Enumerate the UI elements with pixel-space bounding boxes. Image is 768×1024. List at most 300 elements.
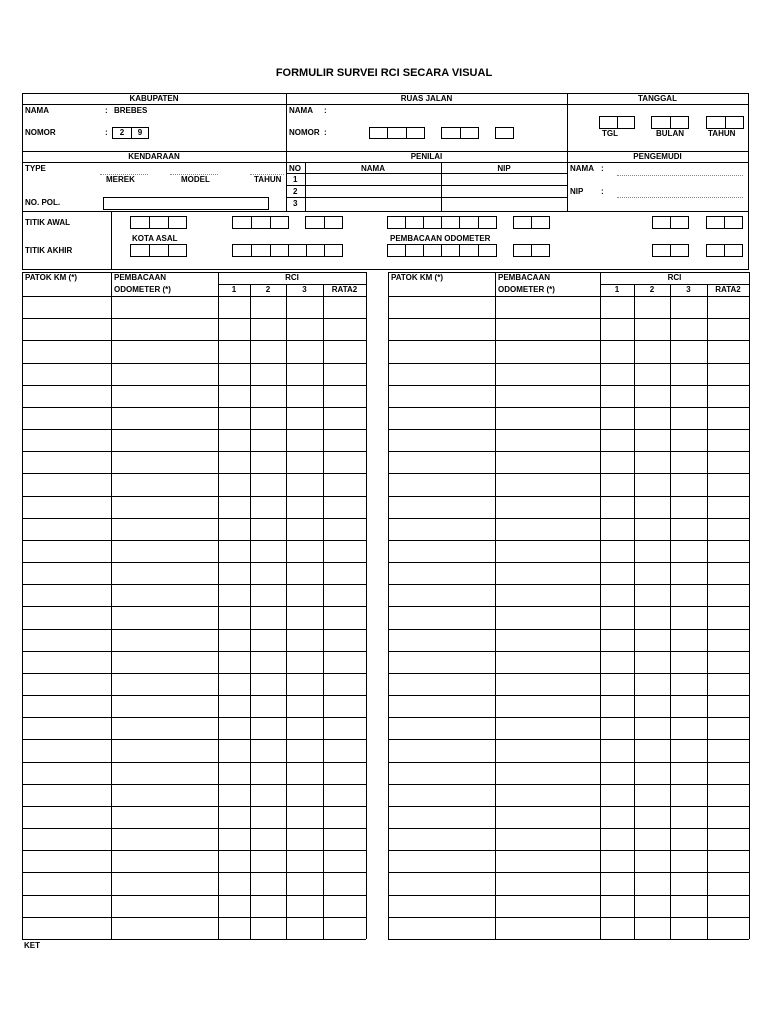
table-right-cell[interactable]: [601, 297, 634, 318]
table-right-cell[interactable]: [671, 674, 707, 695]
table-left-cell[interactable]: [287, 474, 323, 495]
table-left-cell[interactable]: [219, 297, 250, 318]
table-left-cell[interactable]: [23, 696, 111, 717]
table-right-cell[interactable]: [671, 652, 707, 673]
table-right-cell[interactable]: [601, 519, 634, 540]
table-left-cell[interactable]: [219, 873, 250, 894]
table-left-cell[interactable]: [287, 408, 323, 429]
table-left-cell[interactable]: [23, 408, 111, 429]
table-right-cell[interactable]: [601, 807, 634, 828]
table-left-cell[interactable]: [219, 519, 250, 540]
table-right-cell[interactable]: [708, 452, 749, 473]
table-right-cell[interactable]: [601, 386, 634, 407]
table-left-cell[interactable]: [287, 319, 323, 340]
table-left-cell[interactable]: [112, 630, 218, 651]
table-right-cell[interactable]: [671, 563, 707, 584]
table-left-cell[interactable]: [287, 497, 323, 518]
table-right-cell[interactable]: [708, 386, 749, 407]
table-left-cell[interactable]: [219, 674, 250, 695]
table-right-cell[interactable]: [389, 896, 495, 917]
table-right-cell[interactable]: [635, 341, 670, 362]
table-left-cell[interactable]: [287, 696, 323, 717]
table-right-cell[interactable]: [389, 386, 495, 407]
table-right-cell[interactable]: [389, 785, 495, 806]
table-right-cell[interactable]: [601, 718, 634, 739]
table-right-cell[interactable]: [635, 297, 670, 318]
table-right-cell[interactable]: [635, 563, 670, 584]
table-right-cell[interactable]: [389, 763, 495, 784]
table-left-cell[interactable]: [324, 364, 366, 385]
table-left-cell[interactable]: [287, 452, 323, 473]
table-left-cell[interactable]: [112, 474, 218, 495]
table-right-cell[interactable]: [601, 896, 634, 917]
table-left-cell[interactable]: [324, 873, 366, 894]
table-right-cell[interactable]: [389, 674, 495, 695]
table-right-cell[interactable]: [601, 740, 634, 761]
table-right-cell[interactable]: [671, 851, 707, 872]
table-left-cell[interactable]: [23, 652, 111, 673]
table-right-cell[interactable]: [496, 696, 600, 717]
table-right-cell[interactable]: [601, 674, 634, 695]
table-right-cell[interactable]: [496, 718, 600, 739]
table-left-cell[interactable]: [219, 740, 250, 761]
table-right-cell[interactable]: [496, 851, 600, 872]
table-left-cell[interactable]: [251, 341, 286, 362]
table-right-cell[interactable]: [671, 341, 707, 362]
table-left-cell[interactable]: [287, 430, 323, 451]
table-left-cell[interactable]: [23, 785, 111, 806]
table-right-cell[interactable]: [635, 585, 670, 606]
table-left-cell[interactable]: [23, 851, 111, 872]
table-left-cell[interactable]: [324, 408, 366, 429]
table-right-cell[interactable]: [671, 896, 707, 917]
table-left-cell[interactable]: [324, 474, 366, 495]
pengemudi-nip-line[interactable]: [617, 197, 743, 198]
ruas-nomor-box-1[interactable]: [369, 127, 425, 139]
table-left-cell[interactable]: [219, 341, 250, 362]
table-left-cell[interactable]: [112, 519, 218, 540]
table-right-cell[interactable]: [389, 873, 495, 894]
table-left-cell[interactable]: [287, 652, 323, 673]
table-left-cell[interactable]: [112, 718, 218, 739]
table-right-cell[interactable]: [708, 674, 749, 695]
table-right-cell[interactable]: [635, 319, 670, 340]
table-left-cell[interactable]: [324, 541, 366, 562]
table-right-cell[interactable]: [671, 740, 707, 761]
table-right-cell[interactable]: [635, 497, 670, 518]
table-left-cell[interactable]: [23, 452, 111, 473]
table-right-cell[interactable]: [389, 918, 495, 939]
table-right-cell[interactable]: [601, 408, 634, 429]
titik-akhir-odometer-box[interactable]: [387, 244, 497, 257]
table-right-cell[interactable]: [496, 497, 600, 518]
table-right-cell[interactable]: [635, 807, 670, 828]
table-left-cell[interactable]: [112, 851, 218, 872]
table-left-cell[interactable]: [251, 585, 286, 606]
table-right-cell[interactable]: [601, 607, 634, 628]
table-right-cell[interactable]: [389, 497, 495, 518]
table-left-cell[interactable]: [324, 763, 366, 784]
table-left-cell[interactable]: [219, 652, 250, 673]
table-right-cell[interactable]: [496, 386, 600, 407]
table-right-cell[interactable]: [671, 541, 707, 562]
table-left-cell[interactable]: [324, 386, 366, 407]
table-left-cell[interactable]: [287, 297, 323, 318]
table-left-cell[interactable]: [112, 563, 218, 584]
table-left-cell[interactable]: [23, 585, 111, 606]
table-left-cell[interactable]: [23, 497, 111, 518]
table-right-cell[interactable]: [708, 763, 749, 784]
table-right-cell[interactable]: [708, 474, 749, 495]
table-left-cell[interactable]: [324, 718, 366, 739]
table-right-cell[interactable]: [389, 364, 495, 385]
table-left-cell[interactable]: [219, 585, 250, 606]
table-right-cell[interactable]: [389, 519, 495, 540]
table-left-cell[interactable]: [112, 873, 218, 894]
table-left-cell[interactable]: [23, 386, 111, 407]
table-right-cell[interactable]: [496, 563, 600, 584]
table-left-cell[interactable]: [23, 364, 111, 385]
table-left-cell[interactable]: [112, 585, 218, 606]
table-right-cell[interactable]: [496, 785, 600, 806]
table-left-cell[interactable]: [251, 364, 286, 385]
table-left-cell[interactable]: [324, 607, 366, 628]
table-left-cell[interactable]: [23, 674, 111, 695]
table-right-cell[interactable]: [671, 452, 707, 473]
table-right-cell[interactable]: [635, 918, 670, 939]
table-left-cell[interactable]: [23, 519, 111, 540]
table-right-cell[interactable]: [601, 474, 634, 495]
table-left-cell[interactable]: [23, 319, 111, 340]
table-left-cell[interactable]: [251, 851, 286, 872]
table-left-cell[interactable]: [251, 718, 286, 739]
table-right-cell[interactable]: [496, 585, 600, 606]
table-right-cell[interactable]: [635, 408, 670, 429]
table-right-cell[interactable]: [671, 364, 707, 385]
table-right-cell[interactable]: [671, 474, 707, 495]
table-right-cell[interactable]: [389, 408, 495, 429]
table-left-cell[interactable]: [324, 829, 366, 850]
table-right-cell[interactable]: [635, 474, 670, 495]
table-left-cell[interactable]: [287, 341, 323, 362]
table-left-cell[interactable]: [287, 918, 323, 939]
table-right-cell[interactable]: [496, 607, 600, 628]
table-left-cell[interactable]: [219, 430, 250, 451]
table-left-cell[interactable]: [23, 607, 111, 628]
table-right-cell[interactable]: [671, 585, 707, 606]
table-left-cell[interactable]: [112, 740, 218, 761]
table-right-cell[interactable]: [601, 918, 634, 939]
table-left-cell[interactable]: [287, 585, 323, 606]
table-right-cell[interactable]: [708, 341, 749, 362]
table-left-cell[interactable]: [324, 585, 366, 606]
table-left-cell[interactable]: [287, 896, 323, 917]
table-left-cell[interactable]: [219, 696, 250, 717]
table-right-cell[interactable]: [496, 519, 600, 540]
table-left-cell[interactable]: [324, 497, 366, 518]
table-left-cell[interactable]: [287, 851, 323, 872]
table-right-cell[interactable]: [635, 452, 670, 473]
table-left-cell[interactable]: [251, 896, 286, 917]
table-right-cell[interactable]: [708, 563, 749, 584]
table-right-cell[interactable]: [601, 563, 634, 584]
table-right-cell[interactable]: [708, 430, 749, 451]
table-left-cell[interactable]: [112, 430, 218, 451]
table-right-cell[interactable]: [671, 386, 707, 407]
table-left-cell[interactable]: [219, 896, 250, 917]
table-left-cell[interactable]: [287, 364, 323, 385]
table-right-cell[interactable]: [601, 630, 634, 651]
table-left-cell[interactable]: [251, 386, 286, 407]
table-left-cell[interactable]: [112, 807, 218, 828]
table-right-cell[interactable]: [389, 696, 495, 717]
table-right-cell[interactable]: [496, 896, 600, 917]
table-right-cell[interactable]: [601, 763, 634, 784]
table-left-cell[interactable]: [23, 297, 111, 318]
table-left-cell[interactable]: [287, 718, 323, 739]
table-left-cell[interactable]: [112, 896, 218, 917]
table-left-cell[interactable]: [219, 364, 250, 385]
table-right-cell[interactable]: [708, 785, 749, 806]
table-right-cell[interactable]: [671, 519, 707, 540]
table-right-cell[interactable]: [635, 873, 670, 894]
table-right-cell[interactable]: [708, 585, 749, 606]
titik-awal-odometer-box[interactable]: [387, 216, 497, 229]
table-right-cell[interactable]: [708, 607, 749, 628]
table-left-cell[interactable]: [112, 696, 218, 717]
table-left-cell[interactable]: [112, 452, 218, 473]
table-right-cell[interactable]: [635, 718, 670, 739]
titik-akhir-box-1[interactable]: [130, 244, 187, 257]
table-right-cell[interactable]: [708, 896, 749, 917]
table-right-cell[interactable]: [389, 452, 495, 473]
table-right-cell[interactable]: [601, 541, 634, 562]
table-right-cell[interactable]: [671, 607, 707, 628]
table-right-cell[interactable]: [496, 408, 600, 429]
table-left-cell[interactable]: [219, 452, 250, 473]
table-right-cell[interactable]: [635, 674, 670, 695]
table-right-cell[interactable]: [389, 851, 495, 872]
table-right-cell[interactable]: [635, 652, 670, 673]
table-left-cell[interactable]: [112, 829, 218, 850]
table-right-cell[interactable]: [496, 341, 600, 362]
table-left-cell[interactable]: [251, 408, 286, 429]
table-right-cell[interactable]: [496, 829, 600, 850]
table-right-cell[interactable]: [601, 497, 634, 518]
table-right-cell[interactable]: [389, 563, 495, 584]
table-right-cell[interactable]: [708, 408, 749, 429]
table-right-cell[interactable]: [635, 896, 670, 917]
nopol-input[interactable]: [103, 197, 269, 210]
table-left-cell[interactable]: [219, 474, 250, 495]
table-right-cell[interactable]: [671, 408, 707, 429]
table-right-cell[interactable]: [708, 297, 749, 318]
table-right-cell[interactable]: [671, 430, 707, 451]
table-right-cell[interactable]: [635, 430, 670, 451]
table-right-cell[interactable]: [601, 430, 634, 451]
table-left-cell[interactable]: [251, 474, 286, 495]
table-right-cell[interactable]: [389, 630, 495, 651]
table-right-cell[interactable]: [671, 829, 707, 850]
table-left-cell[interactable]: [324, 563, 366, 584]
table-left-cell[interactable]: [287, 519, 323, 540]
table-right-cell[interactable]: [635, 829, 670, 850]
table-left-cell[interactable]: [219, 763, 250, 784]
table-right-cell[interactable]: [708, 630, 749, 651]
table-right-cell[interactable]: [708, 696, 749, 717]
table-right-cell[interactable]: [601, 873, 634, 894]
table-right-cell[interactable]: [671, 785, 707, 806]
table-right-cell[interactable]: [496, 541, 600, 562]
table-right-cell[interactable]: [496, 918, 600, 939]
table-right-cell[interactable]: [708, 807, 749, 828]
table-right-cell[interactable]: [635, 785, 670, 806]
table-left-cell[interactable]: [112, 319, 218, 340]
table-right-cell[interactable]: [601, 696, 634, 717]
table-left-cell[interactable]: [219, 630, 250, 651]
table-right-cell[interactable]: [389, 430, 495, 451]
table-right-cell[interactable]: [671, 807, 707, 828]
table-left-cell[interactable]: [251, 452, 286, 473]
table-left-cell[interactable]: [287, 807, 323, 828]
table-right-cell[interactable]: [389, 652, 495, 673]
table-left-cell[interactable]: [23, 474, 111, 495]
table-right-cell[interactable]: [601, 364, 634, 385]
table-left-cell[interactable]: [287, 785, 323, 806]
table-right-cell[interactable]: [389, 607, 495, 628]
table-left-cell[interactable]: [287, 630, 323, 651]
table-right-cell[interactable]: [671, 718, 707, 739]
table-left-cell[interactable]: [287, 763, 323, 784]
table-right-cell[interactable]: [708, 319, 749, 340]
table-right-cell[interactable]: [671, 297, 707, 318]
table-left-cell[interactable]: [219, 386, 250, 407]
table-left-cell[interactable]: [324, 896, 366, 917]
table-left-cell[interactable]: [23, 873, 111, 894]
table-right-cell[interactable]: [635, 519, 670, 540]
table-left-cell[interactable]: [251, 829, 286, 850]
table-right-cell[interactable]: [496, 452, 600, 473]
table-right-cell[interactable]: [635, 696, 670, 717]
titik-awal-box-2[interactable]: [232, 216, 289, 229]
table-left-cell[interactable]: [324, 319, 366, 340]
table-right-cell[interactable]: [601, 452, 634, 473]
table-left-cell[interactable]: [23, 718, 111, 739]
table-right-cell[interactable]: [389, 740, 495, 761]
table-right-cell[interactable]: [496, 364, 600, 385]
table-left-cell[interactable]: [251, 763, 286, 784]
table-left-cell[interactable]: [219, 563, 250, 584]
table-right-cell[interactable]: [389, 297, 495, 318]
table-left-cell[interactable]: [23, 807, 111, 828]
table-left-cell[interactable]: [23, 740, 111, 761]
table-right-cell[interactable]: [708, 829, 749, 850]
table-left-cell[interactable]: [219, 851, 250, 872]
table-right-cell[interactable]: [496, 474, 600, 495]
table-left-cell[interactable]: [112, 541, 218, 562]
table-left-cell[interactable]: [324, 740, 366, 761]
table-left-cell[interactable]: [112, 364, 218, 385]
table-right-cell[interactable]: [389, 807, 495, 828]
table-right-cell[interactable]: [635, 541, 670, 562]
table-left-cell[interactable]: [23, 896, 111, 917]
table-right-cell[interactable]: [601, 319, 634, 340]
table-right-cell[interactable]: [601, 785, 634, 806]
pengemudi-nama-line[interactable]: [617, 175, 743, 176]
table-left-cell[interactable]: [324, 696, 366, 717]
table-left-cell[interactable]: [324, 851, 366, 872]
table-left-cell[interactable]: [324, 297, 366, 318]
table-left-cell[interactable]: [287, 607, 323, 628]
kabupaten-nomor-digit-1[interactable]: [112, 127, 132, 139]
table-left-cell[interactable]: [219, 319, 250, 340]
table-left-cell[interactable]: [219, 785, 250, 806]
table-left-cell[interactable]: [251, 652, 286, 673]
table-left-cell[interactable]: [324, 341, 366, 362]
table-left-cell[interactable]: [324, 674, 366, 695]
table-left-cell[interactable]: [23, 430, 111, 451]
table-right-cell[interactable]: [671, 319, 707, 340]
table-left-cell[interactable]: [112, 607, 218, 628]
table-right-cell[interactable]: [496, 763, 600, 784]
table-right-cell[interactable]: [496, 740, 600, 761]
table-right-cell[interactable]: [671, 630, 707, 651]
table-right-cell[interactable]: [635, 740, 670, 761]
table-right-cell[interactable]: [671, 497, 707, 518]
table-right-cell[interactable]: [496, 430, 600, 451]
table-left-cell[interactable]: [251, 696, 286, 717]
table-right-cell[interactable]: [635, 607, 670, 628]
table-left-cell[interactable]: [287, 386, 323, 407]
table-right-cell[interactable]: [389, 718, 495, 739]
table-right-cell[interactable]: [671, 873, 707, 894]
table-left-cell[interactable]: [219, 408, 250, 429]
table-left-cell[interactable]: [287, 740, 323, 761]
table-left-cell[interactable]: [23, 341, 111, 362]
table-left-cell[interactable]: [251, 519, 286, 540]
table-left-cell[interactable]: [219, 918, 250, 939]
table-right-cell[interactable]: [671, 918, 707, 939]
table-left-cell[interactable]: [251, 807, 286, 828]
table-right-cell[interactable]: [496, 652, 600, 673]
table-left-cell[interactable]: [112, 652, 218, 673]
table-left-cell[interactable]: [112, 785, 218, 806]
table-left-cell[interactable]: [251, 873, 286, 894]
table-left-cell[interactable]: [251, 563, 286, 584]
table-right-cell[interactable]: [671, 763, 707, 784]
table-right-cell[interactable]: [708, 873, 749, 894]
table-left-cell[interactable]: [324, 630, 366, 651]
table-left-cell[interactable]: [287, 829, 323, 850]
table-right-cell[interactable]: [708, 718, 749, 739]
table-right-cell[interactable]: [635, 630, 670, 651]
titik-awal-box-1[interactable]: [130, 216, 187, 229]
table-left-cell[interactable]: [23, 630, 111, 651]
table-right-cell[interactable]: [708, 519, 749, 540]
table-left-cell[interactable]: [287, 873, 323, 894]
table-right-cell[interactable]: [496, 630, 600, 651]
table-left-cell[interactable]: [112, 497, 218, 518]
table-left-cell[interactable]: [219, 718, 250, 739]
table-left-cell[interactable]: [251, 918, 286, 939]
table-left-cell[interactable]: [251, 607, 286, 628]
table-right-cell[interactable]: [389, 585, 495, 606]
table-left-cell[interactable]: [112, 674, 218, 695]
table-left-cell[interactable]: [112, 918, 218, 939]
table-left-cell[interactable]: [287, 541, 323, 562]
table-right-cell[interactable]: [708, 497, 749, 518]
table-left-cell[interactable]: [251, 674, 286, 695]
